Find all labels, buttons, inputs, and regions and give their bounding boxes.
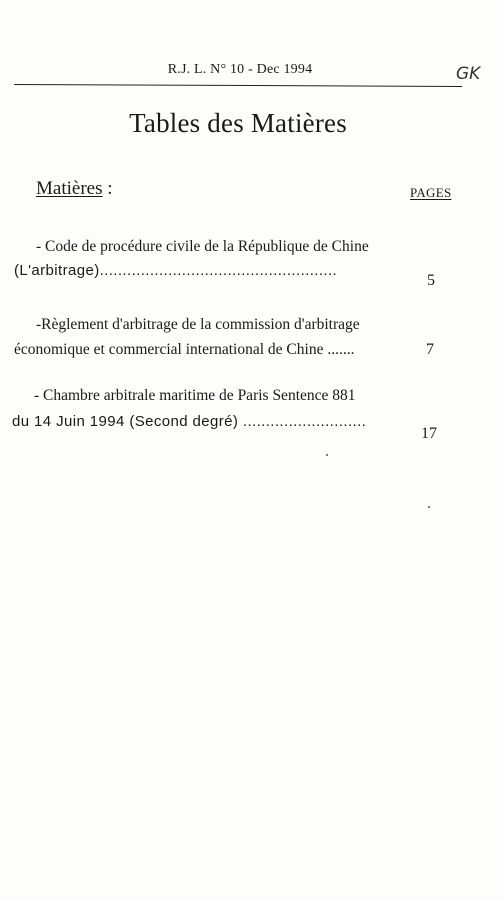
header-rule [14, 84, 462, 87]
toc-entry-3-line1: - Chambre arbitrale maritime de Paris Sentence 881 [34, 387, 356, 404]
toc-entry-3-page: 17 [421, 425, 437, 442]
toc-entry-1-page: 5 [427, 272, 435, 289]
toc-entry-1-line1: - Code de procédure civile de la République de Chine [36, 238, 369, 255]
section-label-colon: : [107, 178, 113, 199]
page-title: Tables des Matières [129, 108, 347, 138]
running-head: R.J. L. N° 10 - Dec 1994 [167, 62, 313, 77]
pages-column-label: PAGES [410, 185, 452, 200]
scan-speck [428, 506, 430, 508]
toc-entry-2-line2: économique et commercial international de Chine ....... [14, 341, 355, 358]
toc-entry-3-line2: du 14 Juin 1994 (Second degré) ........................... [12, 413, 367, 430]
section-label [36, 178, 113, 200]
handwritten-note: GK [456, 64, 481, 84]
section-label-text: Matières [36, 178, 103, 199]
scan-speck [326, 454, 328, 456]
toc-entry-2-page: 7 [426, 341, 434, 358]
toc-entry-1-line2: (L'arbitrage).................................................... [14, 262, 338, 279]
toc-entry-2-line1: -Règlement d'arbitrage de la commission d'arbitrage [36, 316, 360, 333]
